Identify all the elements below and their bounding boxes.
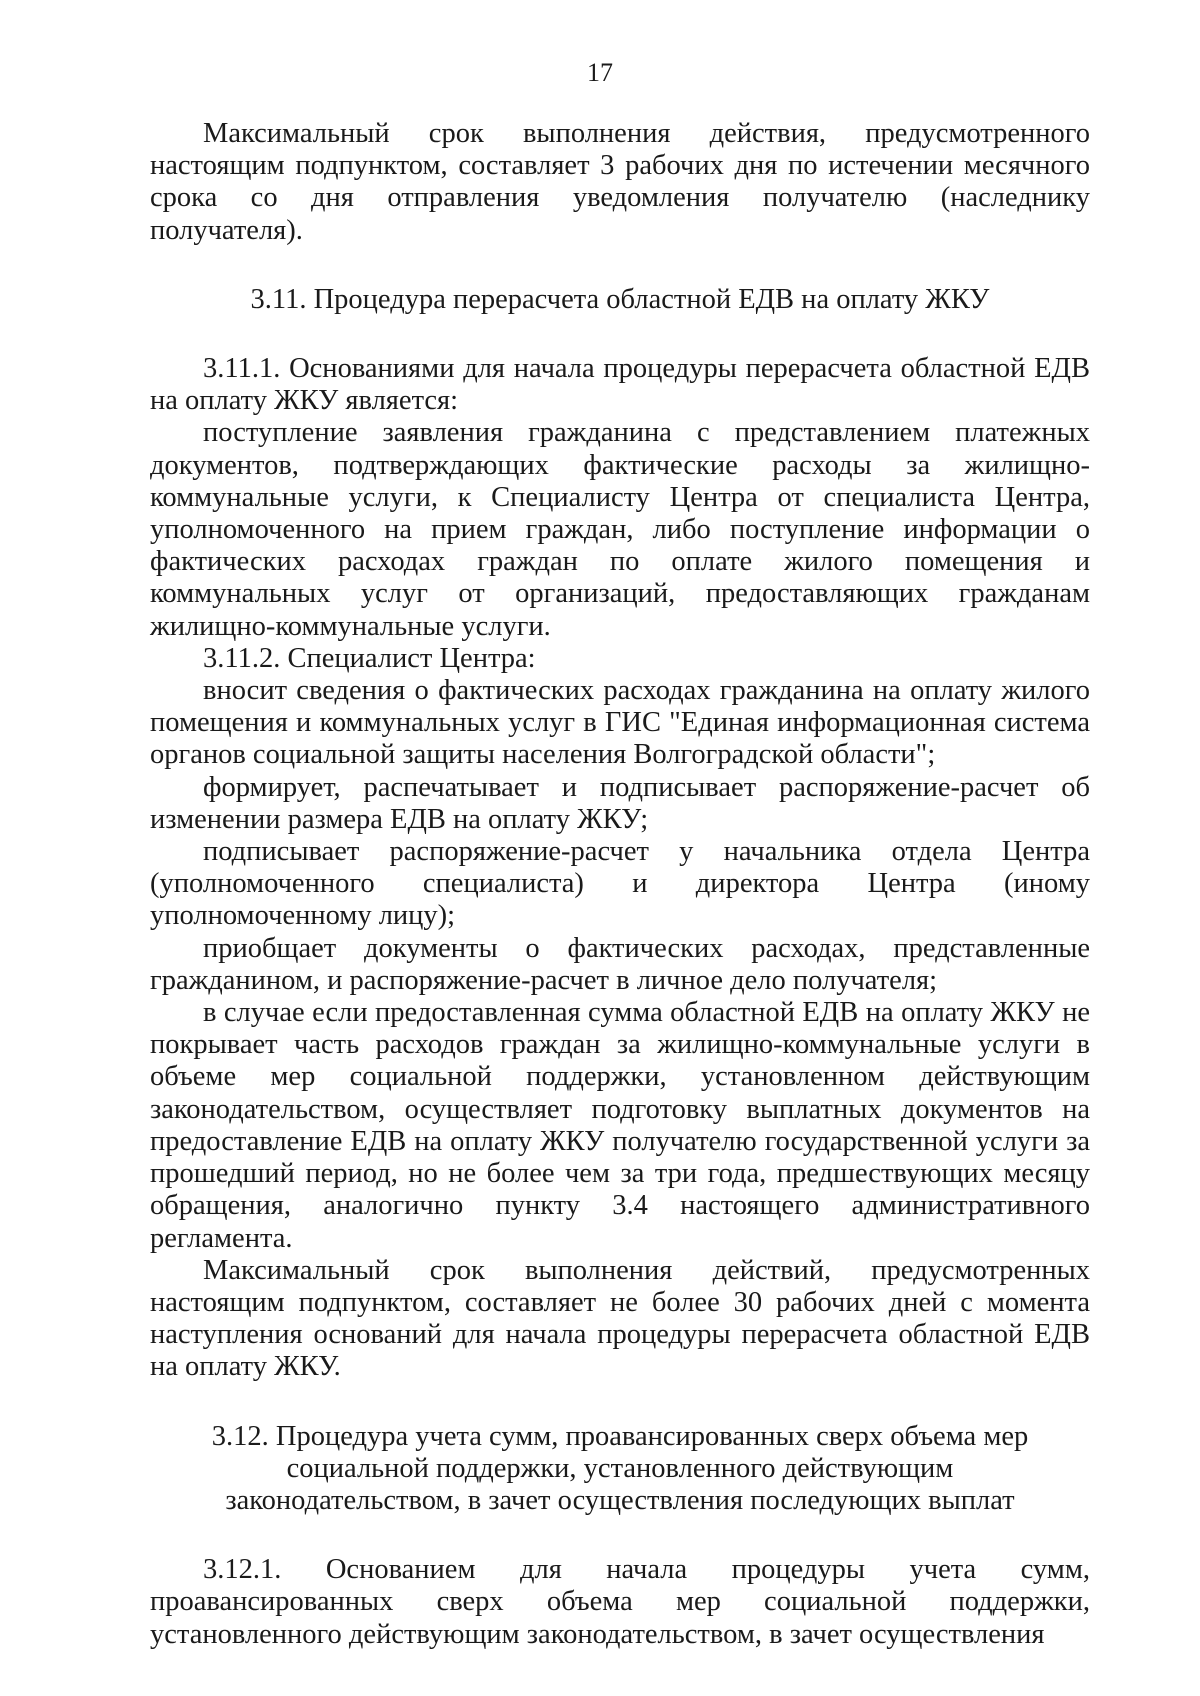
- paragraph-forms-order: формирует, распечатывает и подписывает распоряжение-расчет об изменении размера ЕДВ на оплату ЖКУ;: [150, 771, 1090, 835]
- paragraph-max-term-recalc: Максимальный срок выполнения действий, предусмотренных настоящим подпунктом, составляет не более 30 рабочих дней с момента наступления оснований для начала процедуры перерасчета областной ЕДВ на оплату ЖКУ.: [150, 1254, 1090, 1383]
- paragraph-enters-info: вносит сведения о фактических расходах гражданина на оплату жилого помещения и коммунальных услуг в ГИС "Единая информационная система органов социальной защиты населения Волгоградской области";: [150, 675, 1090, 771]
- document-body: [150, 118, 1090, 1651]
- paragraph-3-12-1: 3.12.1. Основанием для начала процедуры учета сумм, проавансированных сверх объема мер социальной поддержки, установленного действующим законодательством, в зачет осуществления: [150, 1554, 1090, 1650]
- paragraph-grounds: поступление заявления гражданина с представлением платежных документов, подтверждающих фактические расходы за жилищно-коммунальные услуги, к Специалисту Центра от специалиста Центра, уполномоченного на прием граждан, либо поступление информации о фактических расходах граждан по оплате жилого помещения и коммунальных услуг от организаций, предоставляющих гражданам жилищно-коммунальные услуги.: [150, 417, 1090, 642]
- paragraph-3-11-2: 3.11.2. Специалист Центра:: [203, 642, 536, 674]
- paragraph-signs-order: подписывает распоряжение-расчет у начальника отдела Центра (уполномоченного специалиста) и директора Центра (иному уполномоченному лицу);: [150, 836, 1090, 932]
- section-heading-3-12: 3.12. Процедура учета сумм, проавансированных сверх объема мер социальной поддержки, установленного действующим законодательством, в зачет осуществления последующих выплат: [211, 1420, 1029, 1516]
- paragraph-max-term-notification: Максимальный срок выполнения действия, предусмотренного настоящим подпунктом, составляет 3 рабочих дня по истечении месячного срока со дня отправления уведомления получателю (наследнику получателя).: [150, 118, 1090, 246]
- paragraph-attaches-docs: приобщает документы о фактических расходах, представленные гражданином, и распоряжение-расчет в личное дело получателя;: [150, 932, 1090, 996]
- paragraph-payment-docs: в случае если предоставленная сумма областной ЕДВ на оплату ЖКУ не покрывает часть расходов граждан за жилищно-коммунальные услуги в объеме мер социальной поддержки, установленном действующим законодательством, осуществляет подготовку выплатных документов на предоставление ЕДВ на оплату ЖКУ получателю государственной услуги за прошедший период, но не более чем за три года, предшествующих месяцу обращения, аналогично пункту 3.4 настоящего административного регламента.: [150, 997, 1090, 1254]
- paragraph-3-11-1: 3.11.1. Основаниями для начала процедуры перерасчета областной ЕДВ на оплату ЖКУ является:: [150, 353, 1090, 417]
- page-number: 17: [587, 58, 613, 87]
- section-heading-3-11: 3.11. Процедура перерасчета областной ЕДВ на оплату ЖКУ: [250, 283, 990, 315]
